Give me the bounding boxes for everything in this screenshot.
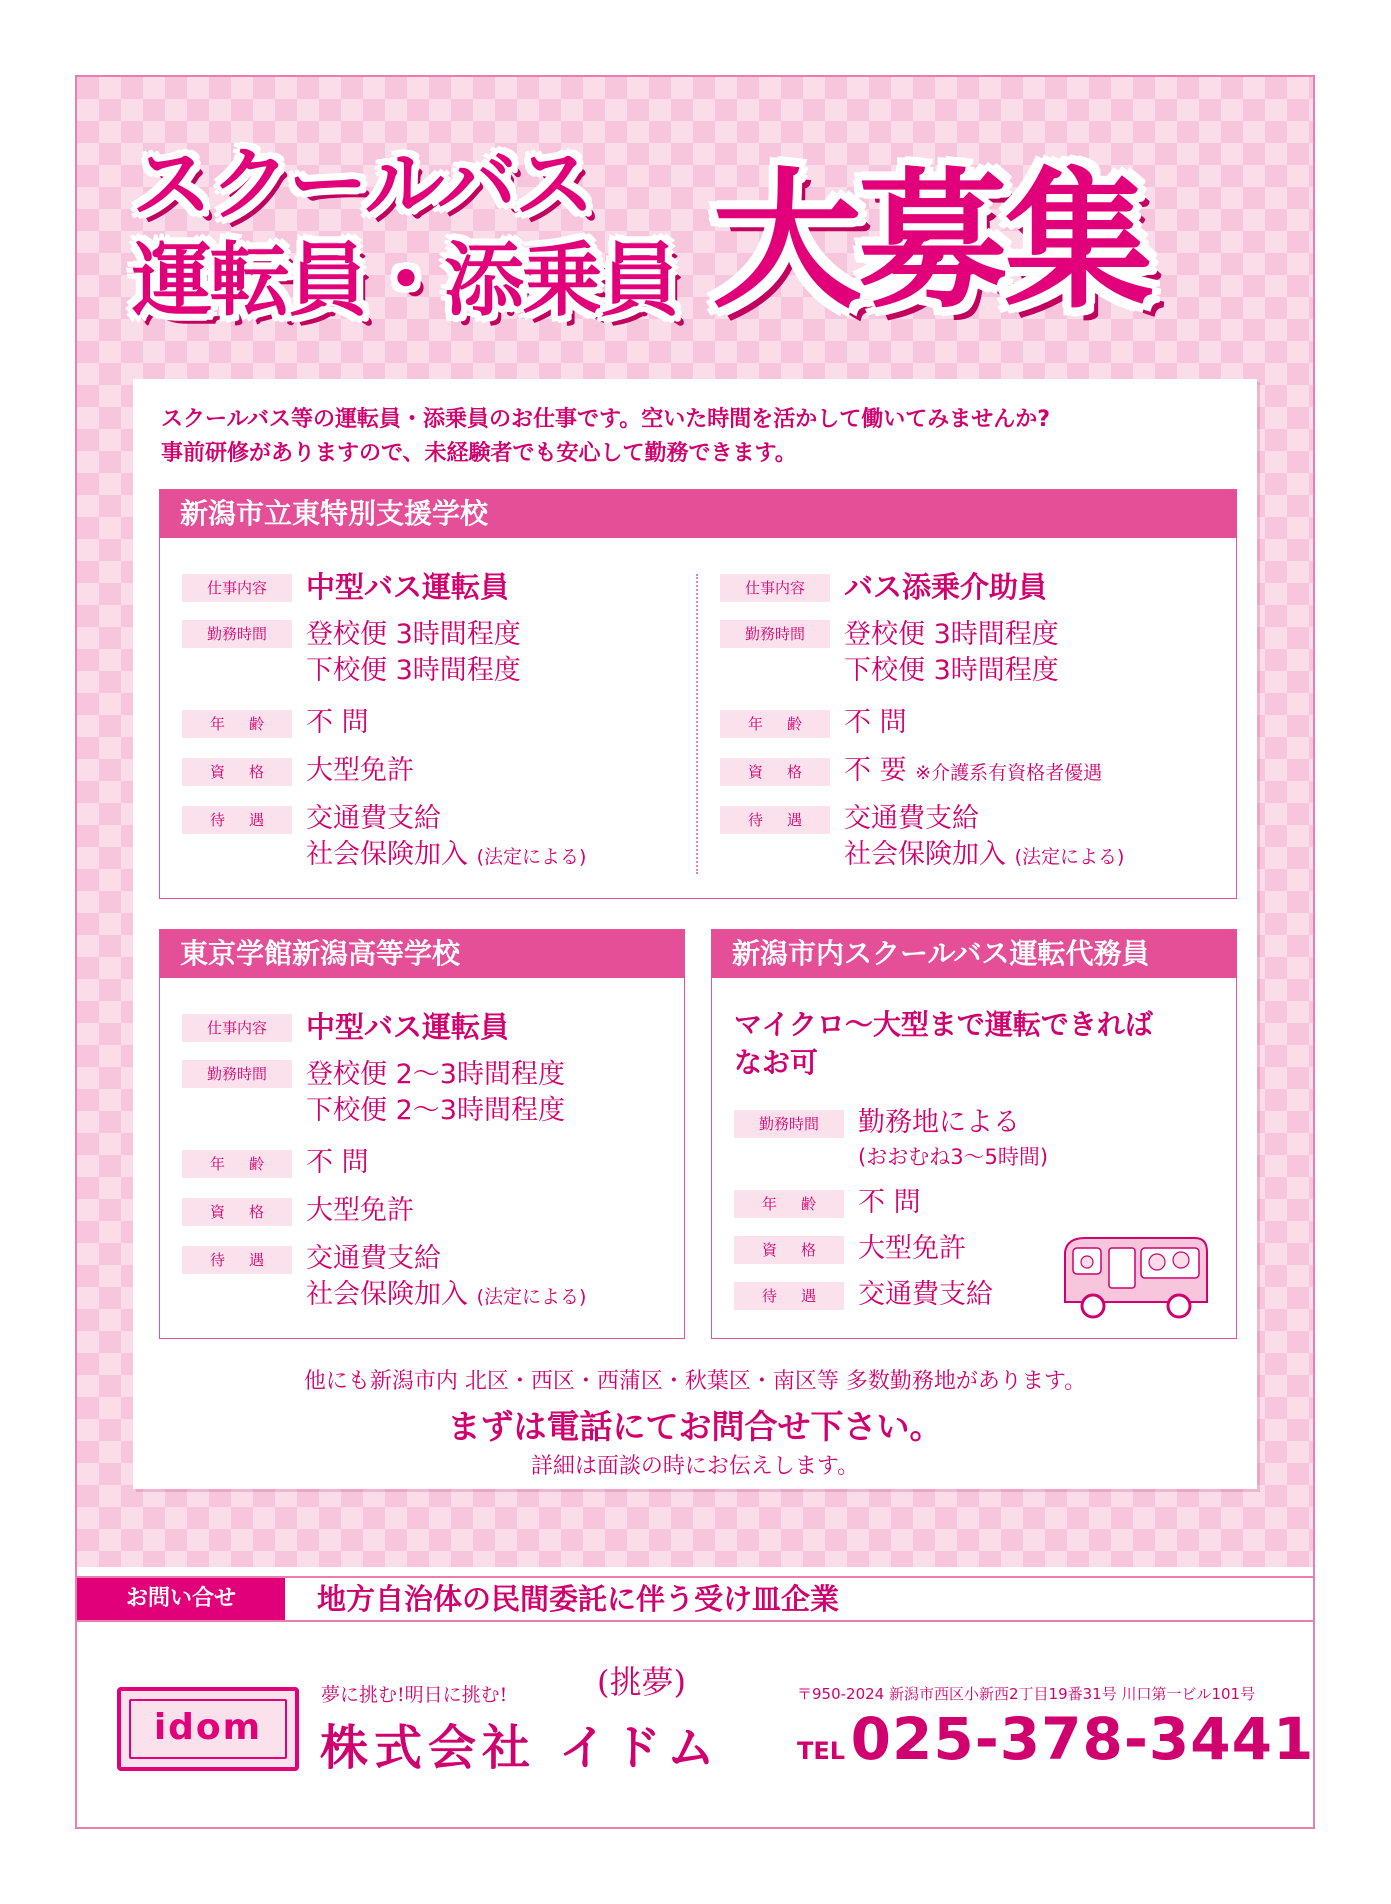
age-tag: 年齢 [720, 710, 830, 738]
benefit-note: (法定による) [476, 1286, 587, 1308]
tel-label: TEL [797, 1737, 846, 1765]
age-value: 不 問 [306, 1147, 369, 1178]
school3-lead [734, 1006, 1153, 1082]
benefit-tag: 待遇 [182, 1246, 292, 1274]
job-tag: 仕事内容 [182, 574, 292, 602]
benefit-insurance: 社会保険加入 [306, 839, 468, 870]
hours-value-1: 登校便 2〜3時間程度 [306, 1059, 565, 1090]
age-tag: 年齢 [182, 1150, 292, 1178]
recruitment-poster [75, 75, 1315, 1829]
school-bus-illustration-icon [1057, 1230, 1212, 1325]
headline-big-recruit: 大募集 [712, 155, 1151, 329]
school1-right-col [720, 570, 1220, 884]
qual-tag: 資格 [182, 758, 292, 786]
hours-tag: 勤務時間 [734, 1110, 844, 1138]
job-tag: 仕事内容 [720, 574, 830, 602]
inquiry-label: お問い合せ [77, 1578, 285, 1620]
job-value: 中型バス運転員 [306, 570, 510, 604]
column-divider [696, 574, 698, 874]
headline-line1: スクールバス [132, 138, 593, 231]
age-tag: 年齢 [182, 710, 292, 738]
benefit-value-1: 交通費支給 [844, 803, 979, 834]
hours-value-2: 下校便 3時間程度 [844, 655, 1059, 686]
headline-line2: 運転員・添乗員 [132, 234, 678, 327]
idom-logo [117, 1687, 299, 1771]
age-value: 不 問 [858, 1187, 921, 1218]
job-value: 中型バス運転員 [306, 1010, 510, 1044]
company-phone [797, 1705, 1314, 1773]
logo-text: idom [153, 1707, 263, 1748]
qual-value [844, 754, 1102, 790]
intro-text [161, 403, 1241, 471]
hours-tag: 勤務時間 [720, 620, 830, 648]
qual-tag: 資格 [182, 1198, 292, 1226]
benefit-note: (法定による) [1014, 846, 1125, 868]
hours-tag: 勤務時間 [182, 620, 292, 648]
footer-details: 詳細は面談の時にお伝えします。 [530, 1454, 860, 1479]
qual-note: ※介護系有資格者優遇 [915, 762, 1103, 784]
benefit-value-1: 交通費支給 [306, 803, 441, 834]
school1-title: 新潟市立東特別支援学校 [160, 490, 1236, 538]
intro-line2: 事前研修がありますので、未経験者でも安心して勤務できます。 [161, 441, 797, 466]
job-tag: 仕事内容 [182, 1014, 292, 1042]
benefit-insurance: 社会保険加入 [306, 1279, 468, 1310]
inquiry-bar [77, 1576, 1313, 1622]
qual-tag: 資格 [720, 758, 830, 786]
age-tag: 年齢 [734, 1190, 844, 1218]
school2-col [182, 1010, 672, 1324]
headline-job-titles [132, 137, 772, 329]
school2-box [159, 929, 685, 1339]
qual-text: 不 要 [844, 755, 907, 786]
job-value: バス添乗介助員 [844, 570, 1048, 604]
school1-left-col [182, 570, 682, 884]
hours-value-1: 登校便 3時間程度 [306, 619, 521, 650]
school1-box [159, 489, 1237, 899]
benefit-value-2 [306, 838, 586, 874]
company-tagline: 夢に挑む!明日に挑む! [321, 1684, 508, 1706]
benefit-tag: 待遇 [720, 806, 830, 834]
benefit-tag: 待遇 [182, 806, 292, 834]
hours-value-1: 登校便 3時間程度 [844, 619, 1059, 650]
benefit-value-1: 交通費支給 [306, 1243, 441, 1274]
hours-value-2: 下校便 2〜3時間程度 [306, 1095, 565, 1126]
benefit-value-1: 交通費支給 [858, 1279, 993, 1310]
age-value: 不 問 [306, 707, 369, 738]
qual-value: 大型免許 [858, 1233, 966, 1264]
qual-tag: 資格 [734, 1236, 844, 1264]
hours-value-1: 勤務地による [858, 1107, 1020, 1138]
lead-line2: なお可 [734, 1046, 819, 1079]
footer-call-to-action: まずは電話にてお問合せ下さい。 [447, 1407, 943, 1446]
school2-title: 東京学館新潟高等学校 [160, 930, 684, 978]
lead-line1: マイクロ〜大型まで運転できれば [734, 1008, 1153, 1041]
intro-line1: スクールバス等の運転員・添乗員のお仕事です。空いた時間を活かして働いてみませんか? [161, 407, 1051, 432]
benefit-value-2 [306, 1278, 586, 1314]
benefit-value-2 [844, 838, 1124, 874]
qual-value: 大型免許 [306, 755, 414, 786]
hours-value-2: (おおむね3〜5時間) [858, 1145, 1049, 1169]
inquiry-text: 地方自治体の民間委託に伴う受け皿企業 [317, 1582, 840, 1616]
tel-number: 025-378-3441 [850, 1705, 1315, 1773]
benefit-tag: 待遇 [734, 1282, 844, 1310]
benefit-note: (法定による) [476, 846, 587, 868]
main-panel [133, 379, 1257, 1489]
hours-tag: 勤務時間 [182, 1060, 292, 1088]
school3-title: 新潟市内スクールバス運転代務員 [712, 930, 1236, 978]
qual-value: 大型免許 [306, 1195, 414, 1226]
age-value: 不 問 [844, 707, 907, 738]
hours-value-2: 下校便 3時間程度 [306, 655, 521, 686]
benefit-insurance: 社会保険加入 [844, 839, 1006, 870]
school3-box [711, 929, 1237, 1339]
company-name: 株式会社 イドム [320, 1720, 721, 1776]
company-address: 〒950-2024 新潟市西区小新西2丁目19番31号 川口第一ビル101号 [797, 1685, 1256, 1703]
company-furigana: (挑夢) [597, 1663, 686, 1701]
footer-other-locations: 他にも新潟市内 北区・西区・西蒲区・秋葉区・南区等 多数勤務地があります。 [303, 1369, 1087, 1394]
